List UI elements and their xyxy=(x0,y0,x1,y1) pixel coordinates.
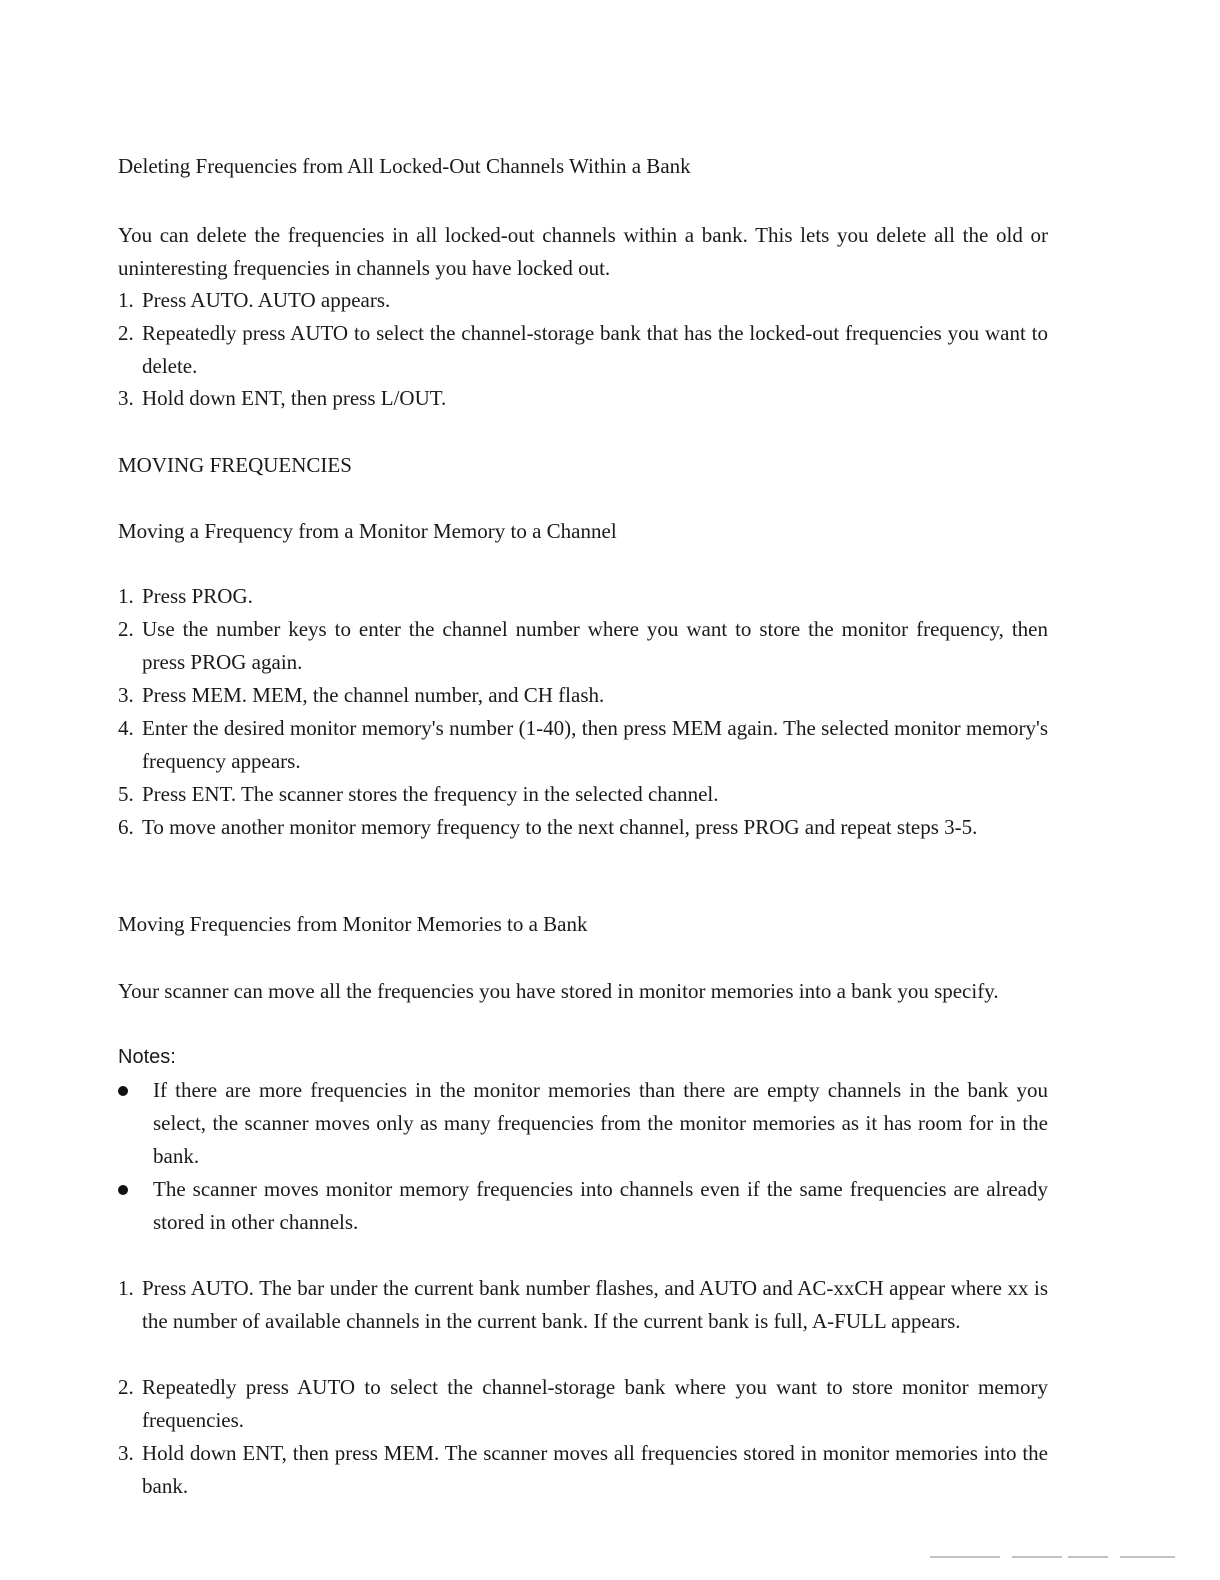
step-number: 2. xyxy=(118,617,134,641)
step-text: Press MEM. MEM, the channel number, and CH flash. xyxy=(142,683,605,707)
step-number: 5. xyxy=(118,782,134,806)
list-item xyxy=(118,712,1048,778)
note-bullet-item xyxy=(118,1074,1048,1173)
step-number: 3. xyxy=(118,1441,134,1465)
section-heading-delete-locked-out: Deleting Frequencies from All Locked-Out Channels Within a Bank xyxy=(118,154,691,178)
bullet-icon xyxy=(118,1185,128,1195)
step-number: 2. xyxy=(118,1375,134,1399)
list-item xyxy=(118,1437,1048,1503)
step-text: To move another monitor memory frequency to the next channel, press PROG and repeat steps 3-5. xyxy=(142,815,978,839)
note-text: If there are more frequencies in the monitor memories than there are empty channels in the bank you select, the scanner moves only as many frequencies from the monitor memories as it has room for in the bank. xyxy=(153,1078,1048,1168)
scan-artifact xyxy=(1068,1556,1108,1558)
note-text: The scanner moves monitor memory frequencies into channels even if the same frequencies are already stored in other channels. xyxy=(153,1177,1048,1234)
step-text: Repeatedly press AUTO to select the channel-storage bank where you want to store monitor memory frequencies. xyxy=(142,1375,1048,1432)
note-bullet-item xyxy=(118,1173,1048,1239)
step-number: 3. xyxy=(118,683,134,707)
list-item xyxy=(118,613,1048,679)
step-text: Hold down ENT, then press MEM. The scanner moves all frequencies stored in monitor memories into the bank. xyxy=(142,1441,1048,1498)
section-title-moving-frequencies: MOVING FREQUENCIES xyxy=(118,453,352,477)
step-number: 1. xyxy=(118,288,134,312)
step-text: Use the number keys to enter the channel number where you want to store the monitor frequency, then press PROG again. xyxy=(142,617,1048,674)
step-number: 1. xyxy=(118,1276,134,1300)
section-heading-monitor-to-bank: Moving Frequencies from Monitor Memories to a Bank xyxy=(118,912,588,936)
step-text: Press ENT. The scanner stores the frequency in the selected channel. xyxy=(142,782,719,806)
scan-artifact xyxy=(1012,1556,1062,1558)
list-item xyxy=(118,778,1048,811)
step-number: 3. xyxy=(118,386,134,410)
step-text: Press AUTO. AUTO appears. xyxy=(142,288,391,312)
bullet-icon xyxy=(118,1086,128,1096)
list-item xyxy=(118,382,1048,415)
section-heading-monitor-to-channel: Moving a Frequency from a Monitor Memory to a Channel xyxy=(118,519,617,543)
list-item xyxy=(118,811,1048,844)
list-item xyxy=(118,284,1048,317)
list-item xyxy=(118,1272,1048,1338)
step-number: 4. xyxy=(118,716,134,740)
step-text: Press AUTO. The bar under the current bank number flashes, and AUTO and AC-xxCH appear where xx is the number of available channels in the current bank. If the current bank is full, A-FULL appears. xyxy=(142,1276,1048,1333)
step-number: 2. xyxy=(118,321,134,345)
scan-artifact xyxy=(1120,1556,1175,1558)
step-text: Press PROG. xyxy=(142,584,253,608)
list-item xyxy=(118,317,1048,383)
section3-intro-paragraph: Your scanner can move all the frequencies you have stored in monitor memories into a bank you specify. xyxy=(118,979,999,1003)
step-number: 6. xyxy=(118,815,134,839)
list-item xyxy=(118,580,1048,613)
step-text: Enter the desired monitor memory's number (1-40), then press MEM again. The selected monitor memory's frequency appears. xyxy=(142,716,1048,773)
scan-artifact xyxy=(930,1556,1000,1558)
step-text: Repeatedly press AUTO to select the channel-storage bank that has the locked-out frequencies you want to delete. xyxy=(142,321,1048,378)
step-text: Hold down ENT, then press L/OUT. xyxy=(142,386,447,410)
section1-intro-paragraph: You can delete the frequencies in all locked-out channels within a bank. This lets you delete all the old or uninteresting frequencies in channels you have locked out. xyxy=(118,223,1048,280)
step-number: 1. xyxy=(118,584,134,608)
list-item xyxy=(118,679,1048,712)
list-item xyxy=(118,1371,1048,1437)
notes-label: Notes: xyxy=(118,1046,176,1068)
